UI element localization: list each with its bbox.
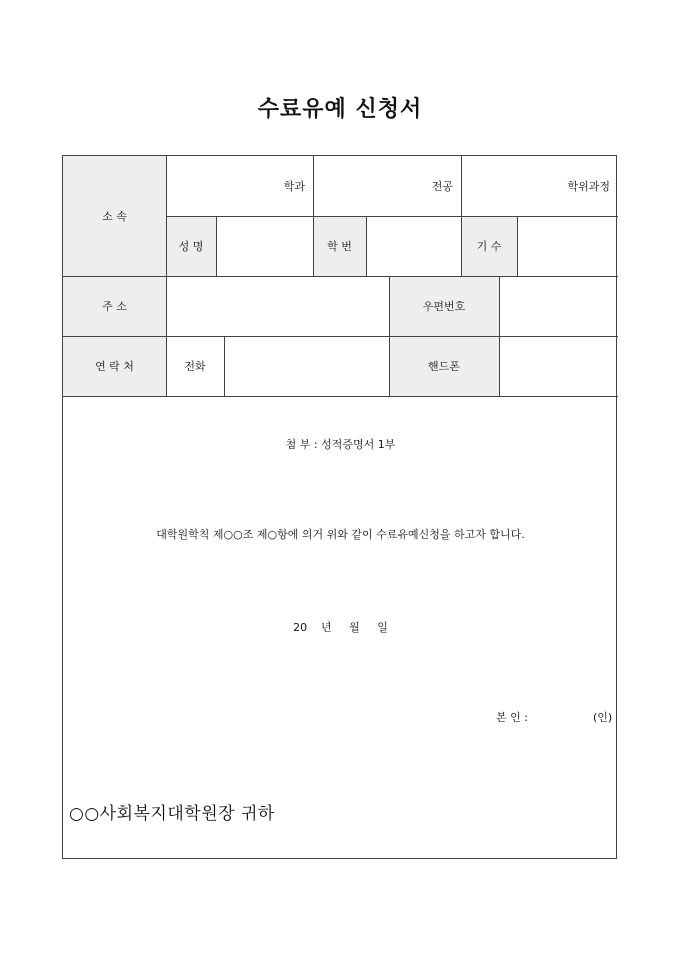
- major-field[interactable]: [313, 156, 461, 216]
- postal-code-input[interactable]: [499, 276, 618, 336]
- document-title: 수료유예 신청서: [257, 97, 423, 122]
- grid-line: [461, 156, 462, 276]
- application-statement: 대학원학칙 제○○조 제○항에 의거 위와 같이 수료유예신청을 하고자 합니다.: [156, 528, 525, 541]
- student-id-input[interactable]: [366, 216, 461, 276]
- grid-line: [63, 276, 618, 277]
- major-suffix: 전공: [431, 180, 453, 193]
- mobile-input[interactable]: [499, 336, 618, 396]
- department-field[interactable]: [166, 156, 313, 216]
- grid-line: [389, 276, 390, 396]
- grid-line: [517, 216, 518, 276]
- student-id-label: 학 번: [313, 216, 366, 276]
- attachment-note: 첨 부 : 성적증명서 1부: [285, 438, 396, 451]
- affiliation-label: 소 속: [63, 156, 166, 276]
- application-form: [62, 155, 617, 859]
- grid-line: [216, 216, 217, 276]
- department-suffix: 학과: [283, 180, 305, 193]
- grid-line: [166, 156, 167, 396]
- grid-line: [313, 156, 314, 276]
- grid-line: [499, 276, 500, 396]
- phone-input[interactable]: [224, 336, 389, 396]
- phone-label: 전화: [184, 360, 206, 373]
- signer-label: 본 인 :: [496, 711, 528, 724]
- date-line: 20 년 월 일: [293, 621, 388, 634]
- name-input[interactable]: [216, 216, 313, 276]
- cohort-input[interactable]: [517, 216, 618, 276]
- name-label: 성 명: [166, 216, 216, 276]
- course-suffix: 학위과정: [567, 180, 610, 193]
- grid-line: [366, 216, 367, 276]
- grid-line: [63, 336, 618, 337]
- mobile-label: 핸드폰: [389, 336, 499, 396]
- grid-line: [224, 336, 225, 396]
- postal-code-label: 우편번호: [389, 276, 499, 336]
- cohort-label: 기 수: [461, 216, 517, 276]
- addressee: ○○사회복지대학원장 귀하: [69, 804, 275, 824]
- grid-line: [63, 396, 618, 397]
- grid-line: [166, 216, 618, 217]
- contact-label: 연 락 처: [63, 336, 166, 396]
- address-input[interactable]: [166, 276, 389, 336]
- seal-mark: (인): [593, 711, 613, 724]
- signer-name-input[interactable]: [539, 704, 591, 726]
- address-label: 주 소: [63, 276, 166, 336]
- course-field[interactable]: [461, 156, 618, 216]
